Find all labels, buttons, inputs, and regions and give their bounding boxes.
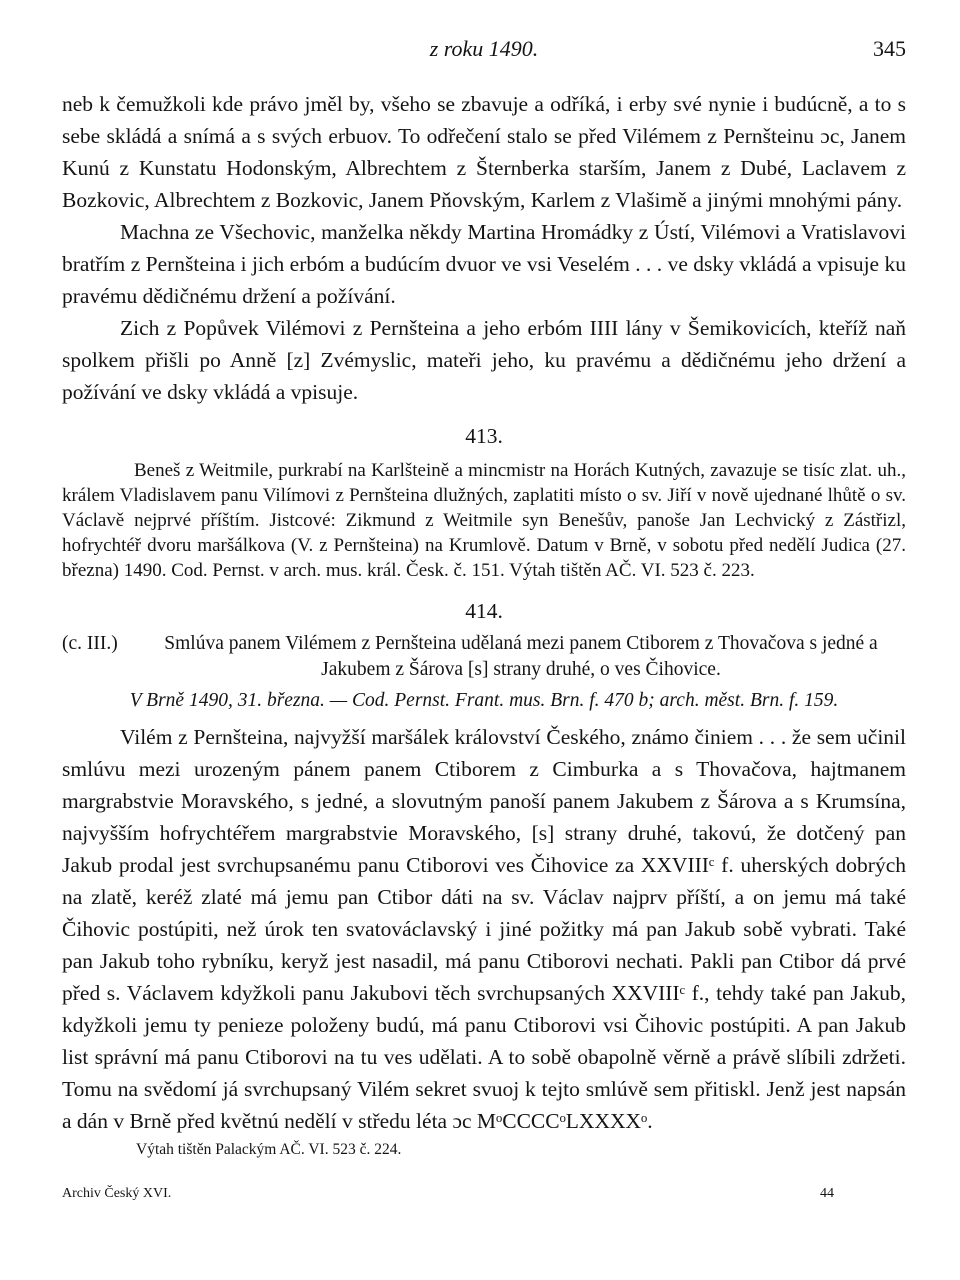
page-number: 345 [873,36,906,61]
page-body [62,88,906,1161]
running-head [62,36,906,64]
footer-signature: Archiv Český XVI. [62,1186,172,1201]
regest-413: Beneš z Weitmile, purkrabí na Karlšteině a mincmistr na Horách Kutných, zavazuje se tisíc zlat. uh., králem Vladislavem panu Vilímovi z Pernšteina dlužných, zaplatiti místo o sv. Jiří v nově ujednané lhůtě o sv. Václavě nejprvé příštím. Jistcové: Zikmund z Weitmile syn Benešův, panoše Jan Lechvický z Zástřizl, hofrychtéř dvoru maršálkova (V. z Pernšteina) na Krumlově. Datum v Brně, v sobotu před nedělí Judica (27. března) 1490. Cod. Pernst. v arch. mus. král. Česk. č. 151. Výtah tištěn AČ. VI. 523 č. 223. [62,460,906,581]
document-heading-414 [62,631,906,683]
paragraph-zich: Zich z Popůvek Vilémovi z Pernšteina a jeho erbóm IIII lány v Šemikovicích, kteříž naň spolkem přišli po Anně [z] Zvémyslic, mateři jeho, ku pravému a dědičnému jeho držení a požívání ve dsky vkládá a vpisuje. [62,316,906,404]
document-number-414: 414. [465,599,503,623]
running-title: z roku 1490. [429,36,539,61]
document-reference: (c. III.) [62,633,118,654]
paragraph-continuation: neb k čemužkoli kde právo jměl by, všeho se zbavuje a odříká, i erby své nynie i budúcně, a to s sebe skládá a snímá a s svých erbuov. To odřečení stalo se před Vilémem z Pernšteinu ɔc, Janem Kunú z Kunstatu Hodonským, Albrechtem z Šternberka starším, Janem z Dubé, Laclavem z Bozkovic, Albrechtem z Bozkovic, Janem Pňovským, Karlem z Vlašimě a jinými mnohými pány. [62,92,906,212]
source-line: V Brně 1490, 31. března. — Cod. Pernst. Frant. mus. Brn. f. 470 b; arch. měst. Brn. f. 159. [129,690,839,711]
print-note: Výtah tištěn Palackým AČ. VI. 523 č. 224. [136,1141,402,1158]
paragraph-machna: Machna ze Všechovic, manželka někdy Martina Hromádky z Ústí, Vilémovi a Vratislavovi bratřím z Pernšteina i jich erbóm a budúcím dvuor ve vsi Veselém . . . ve dsky vkládá a vpisuje ku pravému dědičnému držení a požívání. [62,220,906,308]
document-number-413: 413. [465,424,503,448]
footer-sheet-number: 44 [820,1186,834,1201]
document-text-414: Vilém z Pernšteina, najvyžší maršálek království Českého, známo činiem . . . že sem učinil smlúvu mezi urozeným pánem panem Ctiborem z Cimburka a s Thovačova, hajtmanem margrabstvie Moravského, s jedné, a slovutným panoší panem Jakubem z Šárova a s Krumsína, najvyšším hofrychtéřem margrabstvie Moravského, [s] strany druhé, takovú, že dotčený pan Jakub prodal jest svrchupsanému panu Ctiborovi ves Čihovice za XXVIIIᶜ f. uherských dobrých na zlatě, keréž zlaté má jemu pan Ctibor dáti na sv. Václav najprv příští, a on jemu má také Čihovic postúpiti, než úrok ten svatováclavský i jiné požitky má pan Jakub sobě vybrati. Také pan Jakub toho rybníku, keryž jest nasadil, má panu Ctiborovi nechati. Pakli pan Ctibor dá prvé před s. Václavem kdyžkoli panu Jakubovi těch svrchupsaných XXVIIIᶜ f., tehdy také pan Jakub, kdyžkoli jemu ty penieze položeny budú, má panu Ctiborovi vsi Čihovic postúpiti. A pan Jakub list správní má panu Ctiborovi na tu ves udělati. A to sobě obapolně věrně a právě slíbili zdržeti. Tomu na svědomí já svrchupsaný Vilém sekret svuoj k tejto smlúvě sem přitiskl. Jenž jest napsán a dán v Brně před květnú nedělí v středu léta ɔc MᵒCCCCᵒLXXXXᵒ. [62,725,906,1133]
document-title: Smlúva panem Vilémem z Pernšteina udělaná mezi panem Ctiborem z Thovačova s jedné a Jakubem z Šárova [s] strany druhé, o ves Čihovice. [164,633,878,680]
